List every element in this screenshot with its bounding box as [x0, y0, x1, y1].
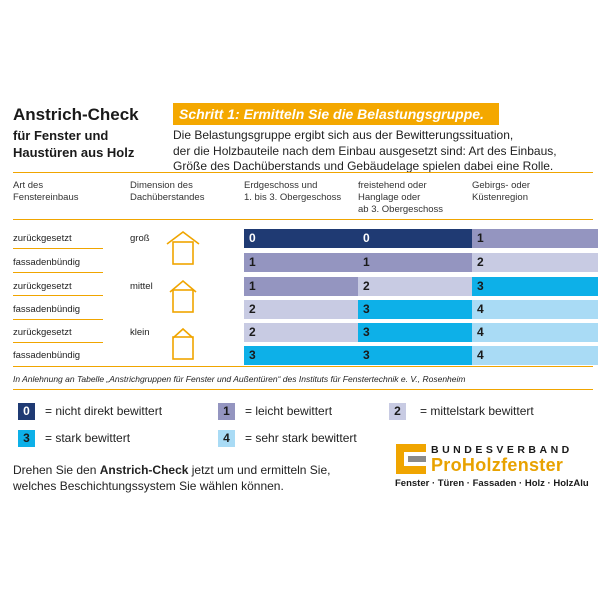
- row-install-label: zurückgesetzt: [13, 233, 72, 244]
- overhang-label-medium: mittel: [130, 281, 153, 292]
- house-large-overhang-icon: [166, 230, 200, 266]
- divider-header: [13, 219, 593, 220]
- title-line-3: Haustüren aus Holz: [13, 145, 135, 160]
- group-cell: 2: [358, 277, 484, 296]
- legend-label-3: = stark bewittert: [45, 431, 131, 445]
- closing-line-2: welches Beschichtungssystem Sie wählen können.: [13, 479, 284, 493]
- legend-label-2: = mittelstark bewittert: [420, 404, 534, 418]
- step-heading: Schritt 1: Ermitteln Sie die Belastungsgruppe.: [173, 103, 499, 125]
- house-medium-overhang-icon: [166, 278, 200, 314]
- title-line-2: für Fenster und: [13, 128, 109, 143]
- header-line: freistehend oder: [358, 180, 427, 191]
- logo-brand-text: ProHolzfenster: [431, 455, 564, 475]
- row-install-label: fassadenbündig: [13, 350, 81, 361]
- col-header-install: [13, 180, 78, 204]
- legend-label-4: = sehr stark bewittert: [245, 431, 357, 445]
- logo-association-text: BUNDESVERBAND: [431, 444, 573, 456]
- header-line: Erdgeschoss und: [244, 180, 318, 191]
- divider-footnote: [13, 389, 593, 390]
- closing-line-1: [13, 462, 373, 478]
- col-header-overhang: [130, 180, 204, 204]
- source-footnote: In Anlehnung an Tabelle „Anstrichgruppen für Fenster und Außentüren“ des Instituts für Fenstertechnik e. V., Rosenheim: [13, 374, 466, 384]
- group-cell: 2: [472, 253, 598, 272]
- legend-swatch-3: 3: [18, 430, 35, 447]
- row-divider: [13, 342, 103, 343]
- row-divider: [13, 248, 103, 249]
- proholzfenster-logo-icon: [394, 442, 428, 476]
- group-cell: 4: [472, 300, 598, 319]
- group-cell: 0: [358, 229, 484, 248]
- row-divider: [13, 319, 103, 320]
- overhang-label-small: klein: [130, 327, 150, 338]
- group-cell: 1: [358, 253, 484, 272]
- group-cell: 1: [244, 277, 370, 296]
- group-cell: 1: [472, 229, 598, 248]
- document-title: [13, 103, 173, 161]
- house-small-overhang-icon: [166, 325, 200, 361]
- legend-swatch-4: 4: [218, 430, 235, 447]
- intro-line-1: Die Belastungsgruppe ergibt sich aus der Bewitterungssituation,: [173, 128, 514, 142]
- row-install-label: zurückgesetzt: [13, 327, 72, 338]
- legend-swatch-0: 0: [18, 403, 35, 420]
- header-line: Hanglage oder: [358, 192, 421, 203]
- col-header-exposed: [358, 180, 443, 216]
- overhang-label-large: groß: [130, 233, 150, 244]
- divider-bottom: [13, 366, 593, 367]
- title-line-1: Anstrich-Check: [13, 105, 139, 124]
- header-line: Dimension des: [130, 180, 193, 191]
- legend-swatch-2: 2: [389, 403, 406, 420]
- header-line: ab 3. Obergeschoss: [358, 204, 444, 215]
- row-divider: [13, 295, 103, 296]
- closing-bold: Anstrich-Check: [99, 463, 189, 477]
- group-cell: 3: [244, 346, 370, 365]
- divider-top: [13, 172, 593, 173]
- group-cell: 1: [244, 253, 370, 272]
- row-divider: [13, 272, 103, 273]
- intro-text: [173, 128, 593, 175]
- closing-text: [13, 462, 373, 494]
- row-install-label: fassadenbündig: [13, 257, 81, 268]
- row-install-label: fassadenbündig: [13, 304, 81, 315]
- intro-line-2: der die Holzbauteile nach dem Einbau ausgesetzt sind: Art des Einbaus,: [173, 143, 557, 158]
- intro-line-3: Größe des Dachüberstands und Gebäudelage spielen dabei eine Rolle.: [173, 159, 554, 173]
- header-line: Küstenregion: [472, 192, 528, 203]
- col-header-mountain-coast: [472, 180, 530, 204]
- legend-swatch-1: 1: [218, 403, 235, 420]
- group-cell: 2: [244, 300, 370, 319]
- closing-pre: Drehen Sie den: [13, 463, 100, 477]
- col-header-ground-floor: [244, 180, 341, 204]
- header-line: Gebirgs- oder: [472, 180, 531, 191]
- logo-tagline: Fenster · Türen · Fassaden · Holz · HolzAlu: [395, 478, 589, 489]
- group-cell: 3: [358, 323, 484, 342]
- header-line: Art des: [13, 180, 44, 191]
- header-line: Dachüberstandes: [130, 192, 205, 203]
- row-install-label: zurückgesetzt: [13, 281, 72, 292]
- closing-post: jetzt um und ermitteln Sie,: [188, 463, 331, 477]
- group-cell: 3: [358, 300, 484, 319]
- header-line: Fenstereinbaus: [13, 192, 79, 203]
- group-cell: 0: [244, 229, 370, 248]
- legend-label-1: = leicht bewittert: [245, 404, 333, 418]
- group-cell: 4: [472, 346, 598, 365]
- group-cell: 4: [472, 323, 598, 342]
- group-cell: 3: [472, 277, 598, 296]
- group-cell: 3: [358, 346, 484, 365]
- group-cell: 2: [244, 323, 370, 342]
- header-line: 1. bis 3. Obergeschoss: [244, 192, 342, 203]
- legend-label-0: = nicht direkt bewittert: [45, 404, 163, 418]
